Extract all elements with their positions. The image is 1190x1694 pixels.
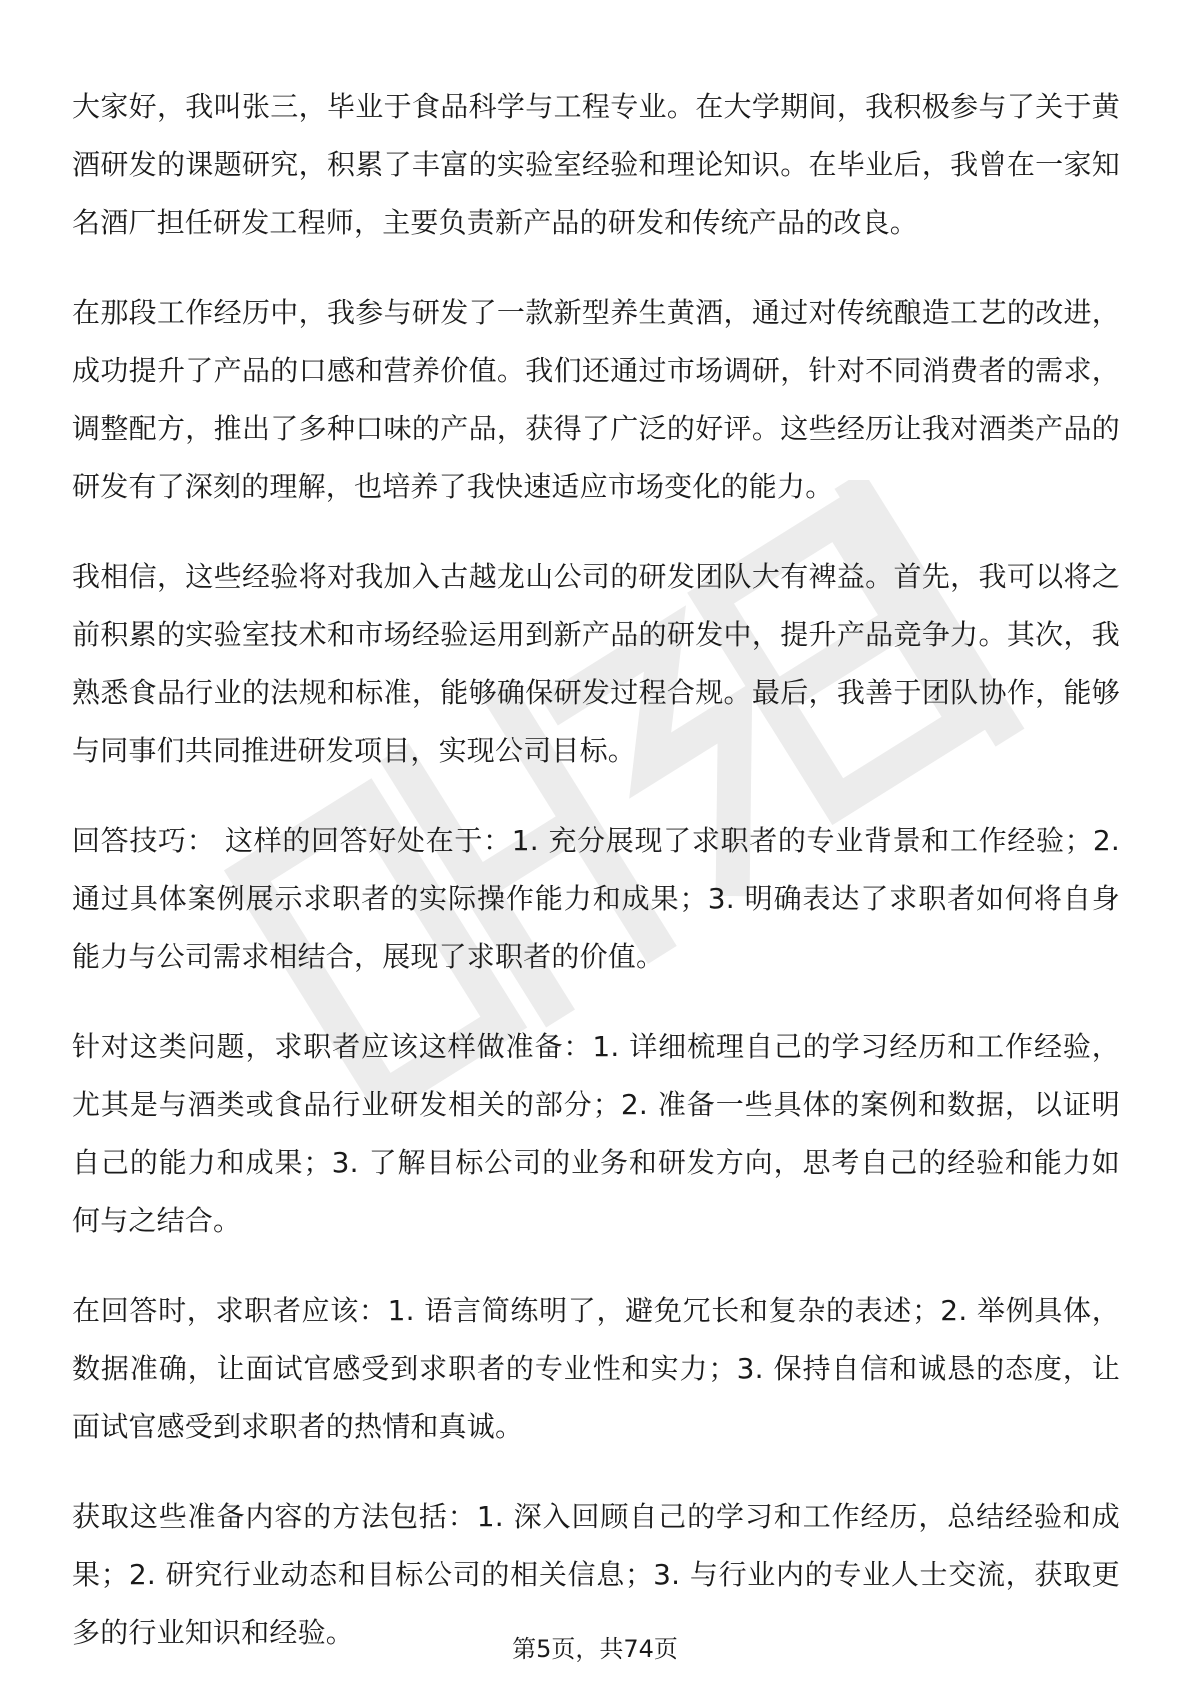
paragraph-methods: 获取这些准备内容的方法包括：1. 深入回顾自己的学习和工作经历，总结经验和成果；2. 研究行业动态和目标公司的相关信息；3. 与行业内的专业人士交流，获取更多的行业知识和经验。 bbox=[72, 1500, 1120, 1649]
paragraph-benefits: 我相信，这些经验将对我加入古越龙山公司的研发团队大有裨益。首先，我可以将之前积累的实验室技术和市场经验运用到新产品的研发中，提升产品竞争力。其次，我熟悉食品行业的法规和标准，能够确保研发过程合规。最后，我善于团队协作，能够与同事们共同推进研发项目，实现公司目标。 bbox=[72, 560, 1120, 767]
document-body bbox=[72, 78, 1120, 1694]
paragraph-preparation: 针对这类问题，求职者应该这样做准备：1. 详细梳理自己的学习经历和工作经验，尤其是与酒类或食品行业研发相关的部分；2. 准备一些具体的案例和数据，以证明自己的能力和成果；3. 了解目标公司的业务和研发方向，思考自己的经验和能力如何与之结合。 bbox=[72, 1030, 1120, 1237]
paragraph-answer-tips: 回答技巧： 这样的回答好处在于：1. 充分展现了求职者的专业背景和工作经验；2. 通过具体案例展示求职者的实际操作能力和成果；3. 明确表达了求职者如何将自身能力与公司需求相结合，展现了求职者的价值。 bbox=[72, 824, 1120, 973]
paragraph-intro: 大家好，我叫张三，毕业于食品科学与工程专业。在大学期间，我积极参与了关于黄酒研发的课题研究，积累了丰富的实验室经验和理论知识。在毕业后，我曾在一家知名酒厂担任研发工程师，主要负责新产品的研发和传统产品的改良。 bbox=[72, 90, 1120, 239]
paragraph-work-experience: 在那段工作经历中，我参与研发了一款新型养生黄酒，通过对传统酿造工艺的改进，成功提升了产品的口感和营养价值。我们还通过市场调研，针对不同消费者的需求，调整配方，推出了多种口味的产品，获得了广泛的好评。这些经历让我对酒类产品的研发有了深刻的理解，也培养了我快速适应市场变化的能力。 bbox=[72, 296, 1120, 503]
page-number: 第5页，共74页 bbox=[512, 1635, 678, 1663]
paragraph-answering: 在回答时，求职者应该：1. 语言简练明了，避免冗长和复杂的表述；2. 举例具体，数据准确，让面试官感受到求职者的专业性和实力；3. 保持自信和诚恳的态度，让面试官感受到求职者的热情和真诚。 bbox=[72, 1294, 1120, 1443]
